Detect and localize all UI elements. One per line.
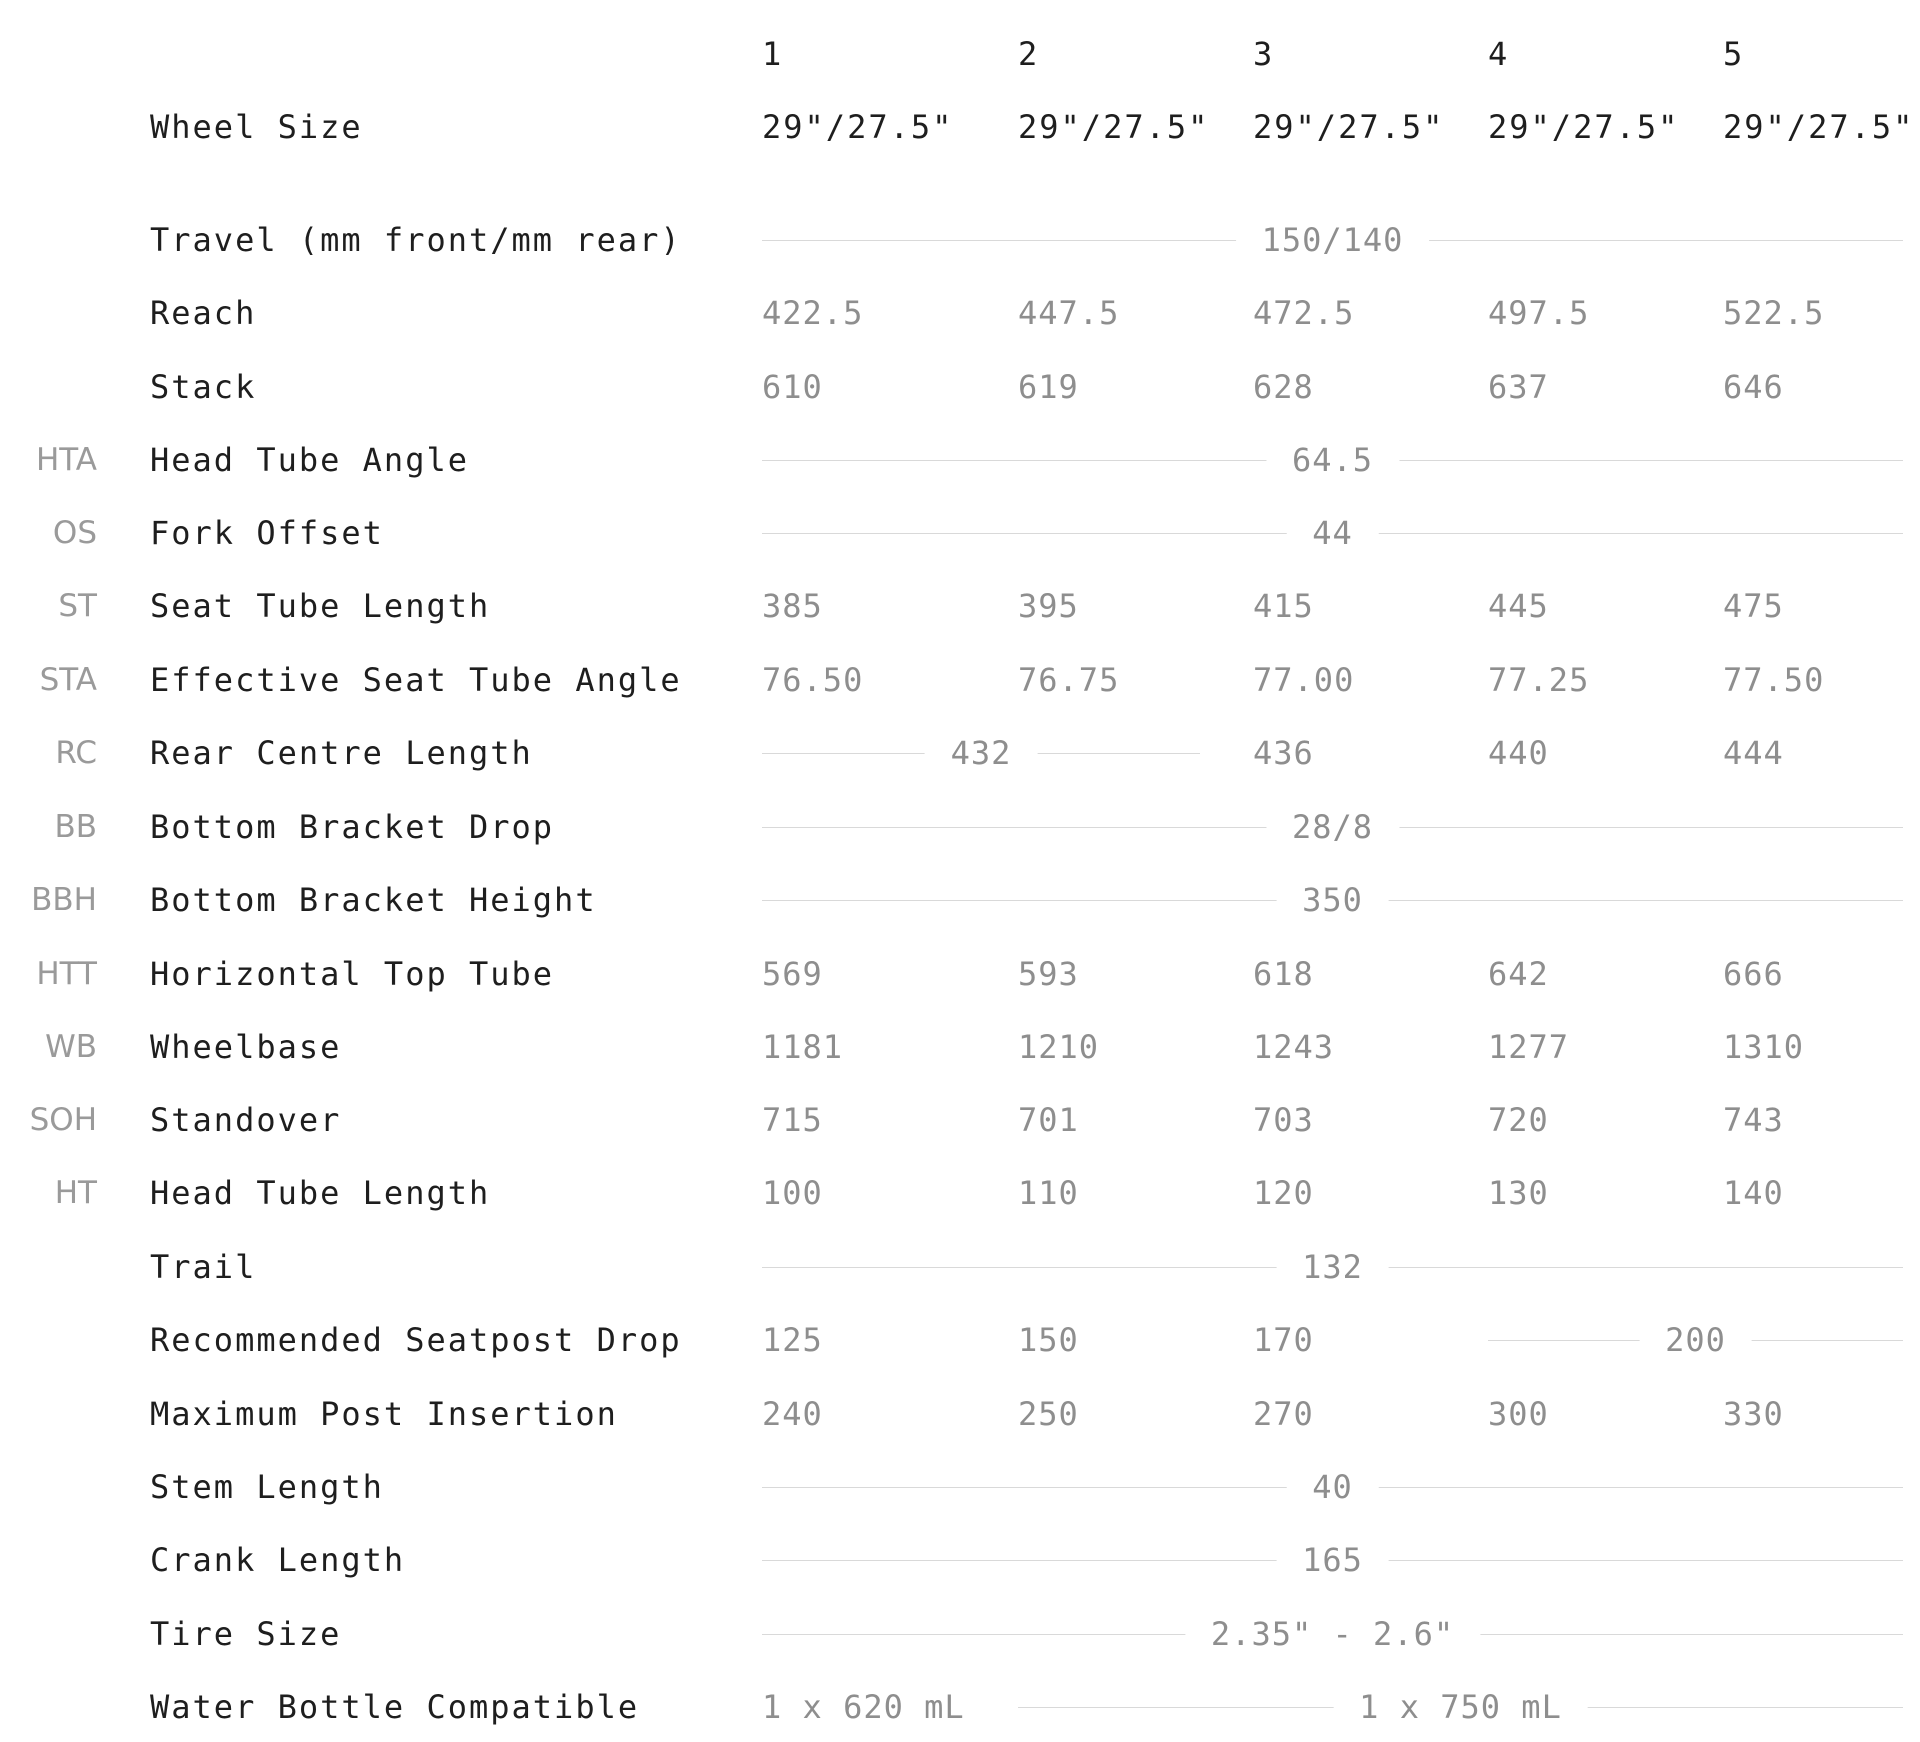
row-wheelbase — [0, 1017, 1920, 1077]
cell-size-1: 1 x 620 mL — [762, 1688, 965, 1726]
cell-size-2: 395 — [1018, 587, 1079, 625]
row-label: Trail — [150, 1248, 257, 1286]
row-seat-tube-length — [0, 576, 1920, 636]
cell-size-5: 646 — [1723, 368, 1784, 406]
row-label: Recommended Seatpost Drop — [150, 1321, 682, 1359]
cell-size-5: 666 — [1723, 955, 1784, 993]
span-sizes-1-2 — [762, 723, 1200, 783]
span-value: 432 — [925, 723, 1038, 783]
cell-size-3: 77.00 — [1253, 661, 1355, 699]
cell-size-2: 1210 — [1018, 1028, 1100, 1066]
cell-size-1: 569 — [762, 955, 823, 993]
cell-size-2: 447.5 — [1018, 294, 1120, 332]
row-wheel-size — [0, 97, 1920, 157]
row-abbreviation: HT — [54, 1175, 97, 1211]
cell-size-2: 250 — [1018, 1395, 1079, 1433]
cell-size-3: 29"/27.5" — [1253, 108, 1445, 146]
row-abbreviation: BB — [54, 809, 97, 845]
row-label: Bottom Bracket Drop — [150, 808, 555, 846]
span-sizes-2-5 — [1018, 1677, 1903, 1737]
row-label: Effective Seat Tube Angle — [150, 661, 682, 699]
cell-size-4: 440 — [1488, 734, 1549, 772]
cell-size-5: 140 — [1723, 1174, 1784, 1212]
cell-size-5: 330 — [1723, 1395, 1784, 1433]
cell-size-3: 415 — [1253, 587, 1314, 625]
row-abbreviation: SOH — [29, 1102, 97, 1138]
row-tire-size — [0, 1604, 1920, 1664]
row-label: Horizontal Top Tube — [150, 955, 555, 993]
row-rear-centre-length — [0, 723, 1920, 783]
span-all-sizes — [762, 797, 1903, 857]
row-fork-offset — [0, 503, 1920, 563]
row-label: Head Tube Angle — [150, 441, 469, 479]
cell-size-3: 120 — [1253, 1174, 1314, 1212]
span-value: 40 — [1286, 1457, 1379, 1517]
span-value: 165 — [1276, 1530, 1389, 1590]
cell-size-1: 1181 — [762, 1028, 844, 1066]
cell-size-4: 642 — [1488, 955, 1549, 993]
row-label: Maximum Post Insertion — [150, 1395, 618, 1433]
cell-size-1: 715 — [762, 1101, 823, 1139]
cell-size-3: 618 — [1253, 955, 1314, 993]
row-label: Stack — [150, 368, 257, 406]
row-abbreviation: STA — [39, 662, 97, 698]
row-bottom-bracket-drop — [0, 797, 1920, 857]
span-value: 44 — [1286, 503, 1379, 563]
row-label: Water Bottle Compatible — [150, 1688, 640, 1726]
row-head-tube-length — [0, 1163, 1920, 1223]
cell-size-3: 436 — [1253, 734, 1314, 772]
cell-size-5: 475 — [1723, 587, 1784, 625]
cell-size-2: 701 — [1018, 1101, 1079, 1139]
span-all-sizes — [762, 1530, 1903, 1590]
row-label: Fork Offset — [150, 514, 384, 552]
cell-size-2: 76.75 — [1018, 661, 1120, 699]
row-label: Head Tube Length — [150, 1174, 491, 1212]
row-label: Reach — [150, 294, 257, 332]
cell-size-5: 1310 — [1723, 1028, 1805, 1066]
row-effective-seat-tube-angle — [0, 650, 1920, 710]
row-head-tube-angle — [0, 430, 1920, 490]
span-value: 150/140 — [1236, 210, 1430, 270]
row-maximum-post-insertion — [0, 1384, 1920, 1444]
row-label: Bottom Bracket Height — [150, 881, 597, 919]
cell-size-4: 77.25 — [1488, 661, 1590, 699]
span-value: 64.5 — [1266, 430, 1399, 490]
size-header-3: 3 — [1253, 35, 1275, 73]
row-abbreviation: ST — [58, 588, 97, 624]
row-abbreviation: RC — [55, 735, 97, 771]
cell-size-1: 125 — [762, 1321, 823, 1359]
span-all-sizes — [762, 1237, 1903, 1297]
span-all-sizes — [762, 870, 1903, 930]
cell-size-4: 637 — [1488, 368, 1549, 406]
cell-size-1: 385 — [762, 587, 823, 625]
span-all-sizes — [762, 1604, 1903, 1664]
span-value: 1 x 750 mL — [1333, 1677, 1588, 1737]
cell-size-4: 300 — [1488, 1395, 1549, 1433]
row-label: Tire Size — [150, 1615, 342, 1653]
row-abbreviation: OS — [52, 515, 97, 551]
row-crank-length — [0, 1530, 1920, 1590]
cell-size-3: 170 — [1253, 1321, 1314, 1359]
size-header-5: 5 — [1723, 35, 1745, 73]
size-header-row — [0, 24, 1920, 84]
cell-size-2: 29"/27.5" — [1018, 108, 1210, 146]
row-standover — [0, 1090, 1920, 1150]
cell-size-4: 1277 — [1488, 1028, 1570, 1066]
size-header-4: 4 — [1488, 35, 1510, 73]
row-bottom-bracket-height — [0, 870, 1920, 930]
row-travel — [0, 210, 1920, 270]
cell-size-3: 703 — [1253, 1101, 1314, 1139]
cell-size-5: 743 — [1723, 1101, 1784, 1139]
row-label: Travel (mm front/mm rear) — [150, 221, 682, 259]
row-horizontal-top-tube — [0, 944, 1920, 1004]
row-abbreviation: HTT — [36, 956, 97, 992]
cell-size-5: 77.50 — [1723, 661, 1825, 699]
cell-size-5: 522.5 — [1723, 294, 1825, 332]
row-label: Rear Centre Length — [150, 734, 533, 772]
row-stem-length — [0, 1457, 1920, 1517]
row-label: Wheel Size — [150, 108, 363, 146]
cell-size-1: 29"/27.5" — [762, 108, 954, 146]
cell-size-1: 422.5 — [762, 294, 864, 332]
row-label: Crank Length — [150, 1541, 406, 1579]
span-value: 28/8 — [1266, 797, 1399, 857]
cell-size-5: 444 — [1723, 734, 1784, 772]
cell-size-3: 270 — [1253, 1395, 1314, 1433]
row-stack — [0, 357, 1920, 417]
cell-size-1: 610 — [762, 368, 823, 406]
span-value: 200 — [1639, 1310, 1752, 1370]
row-label: Stem Length — [150, 1468, 384, 1506]
cell-size-4: 497.5 — [1488, 294, 1590, 332]
row-label: Standover — [150, 1101, 342, 1139]
cell-size-1: 100 — [762, 1174, 823, 1212]
cell-size-2: 110 — [1018, 1174, 1079, 1212]
row-water-bottle-compatible — [0, 1677, 1920, 1737]
span-value: 350 — [1276, 870, 1389, 930]
cell-size-2: 150 — [1018, 1321, 1079, 1359]
span-all-sizes — [762, 210, 1903, 270]
cell-size-4: 29"/27.5" — [1488, 108, 1680, 146]
size-header-1: 1 — [762, 35, 784, 73]
cell-size-5: 29"/27.5" — [1723, 108, 1915, 146]
span-all-sizes — [762, 503, 1903, 563]
size-header-2: 2 — [1018, 35, 1040, 73]
span-all-sizes — [762, 430, 1903, 490]
cell-size-2: 593 — [1018, 955, 1079, 993]
cell-size-4: 720 — [1488, 1101, 1549, 1139]
cell-size-1: 76.50 — [762, 661, 864, 699]
row-label: Seat Tube Length — [150, 587, 491, 625]
span-sizes-4-5 — [1488, 1310, 1903, 1370]
span-value: 132 — [1276, 1237, 1389, 1297]
row-label: Wheelbase — [150, 1028, 342, 1066]
cell-size-1: 240 — [762, 1395, 823, 1433]
cell-size-3: 472.5 — [1253, 294, 1355, 332]
cell-size-4: 130 — [1488, 1174, 1549, 1212]
cell-size-2: 619 — [1018, 368, 1079, 406]
span-all-sizes — [762, 1457, 1903, 1517]
row-abbreviation: BBH — [31, 882, 97, 918]
span-value: 2.35" - 2.6" — [1185, 1604, 1480, 1664]
row-reach — [0, 283, 1920, 343]
cell-size-3: 628 — [1253, 368, 1314, 406]
row-abbreviation: HTA — [35, 442, 97, 478]
row-recommended-seatpost-drop — [0, 1310, 1920, 1370]
cell-size-3: 1243 — [1253, 1028, 1335, 1066]
row-trail — [0, 1237, 1920, 1297]
cell-size-4: 445 — [1488, 587, 1549, 625]
row-abbreviation: WB — [45, 1029, 97, 1065]
